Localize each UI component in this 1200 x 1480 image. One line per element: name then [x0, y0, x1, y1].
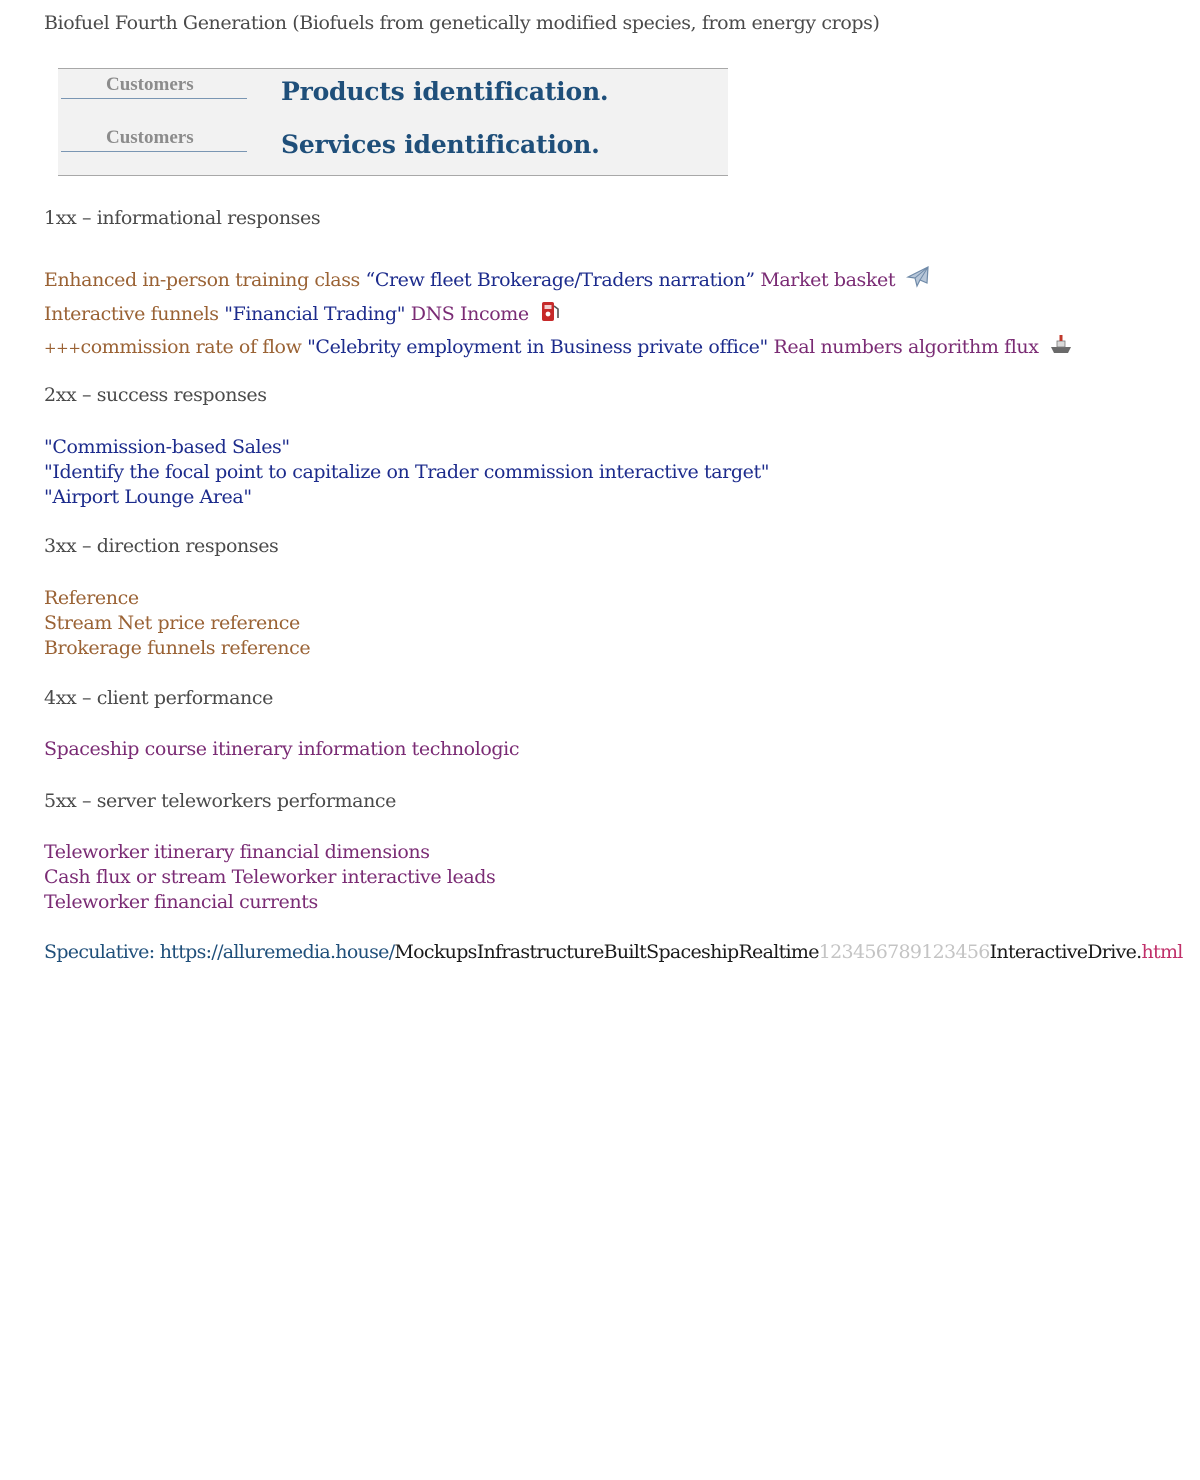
s1-line-3: [44, 332, 1074, 358]
section-2xx-title: 2xx – success responses: [44, 384, 267, 406]
page-heading: Biofuel Fourth Generation (Biofuels from genetically modified species, from energy crops): [44, 12, 880, 34]
customers-underline-2: [61, 151, 247, 152]
fuel-pump-icon: [538, 299, 562, 323]
s3-item-2: Stream Net price reference: [44, 612, 300, 634]
airplane-icon: [905, 265, 931, 289]
s5-item-3: Teleworker financial currents: [44, 891, 318, 913]
products-identification: Products identification.: [281, 77, 609, 106]
customers-underline-1: [61, 98, 247, 99]
s5-item-2: Cash flux or stream Teleworker interactive leads: [44, 866, 496, 888]
speculative-digits: 123456789123456: [818, 941, 990, 963]
s2-item-3: "Airport Lounge Area": [44, 486, 252, 508]
speculative-ext: html: [1141, 941, 1183, 963]
s1-line3-c: Real numbers algorithm flux: [773, 336, 1039, 358]
customers-box: [58, 68, 728, 176]
section-1xx-title: 1xx – informational responses: [44, 207, 321, 229]
customers-label-2: Customers: [106, 127, 194, 148]
s5-item-1: Teleworker itinerary financial dimensions: [44, 841, 430, 863]
s1-line3-b: "Celebrity employment in Business private office": [307, 336, 768, 358]
speculative-path-a: MockupsInfrastructureBuiltSpaceshipRealtime: [394, 941, 819, 963]
speculative-url-base[interactable]: https://alluremedia.house/: [159, 941, 395, 963]
s1-line1-c: Market basket: [760, 269, 896, 291]
speculative-label: Speculative:: [44, 941, 160, 963]
s2-item-2: "Identify the focal point to capitalize on Trader commission interactive target": [44, 461, 770, 483]
services-identification: Services identification.: [281, 130, 600, 159]
section-3xx-title: 3xx – direction responses: [44, 535, 279, 557]
section-4xx-title: 4xx – client performance: [44, 687, 273, 709]
s1-line-2: [44, 299, 562, 325]
speculative-path-b: InteractiveDrive.: [989, 941, 1142, 963]
section-5xx-title: 5xx – server teleworkers performance: [44, 790, 396, 812]
s1-line3-plus: +++: [44, 339, 81, 357]
customers-label-1: Customers: [106, 74, 194, 95]
s1-line1-b: “Crew fleet Brokerage/Traders narration”: [365, 269, 755, 291]
s1-line3-a: commission rate of flow: [80, 336, 302, 358]
s1-line1-a: Enhanced in-person training class: [44, 269, 360, 291]
s1-line2-a: Interactive funnels: [44, 303, 219, 325]
speculative-line: [44, 941, 1183, 963]
s4-item-1: Spaceship course itinerary information technologic: [44, 738, 520, 760]
ship-icon: [1048, 332, 1074, 356]
s2-item-1: "Commission-based Sales": [44, 436, 290, 458]
s1-line2-c: DNS Income: [410, 303, 529, 325]
s3-item-1: Reference: [44, 587, 139, 609]
s1-line-1: [44, 265, 931, 291]
s1-line2-b: "Financial Trading": [224, 303, 406, 325]
s3-item-3: Brokerage funnels reference: [44, 637, 311, 659]
